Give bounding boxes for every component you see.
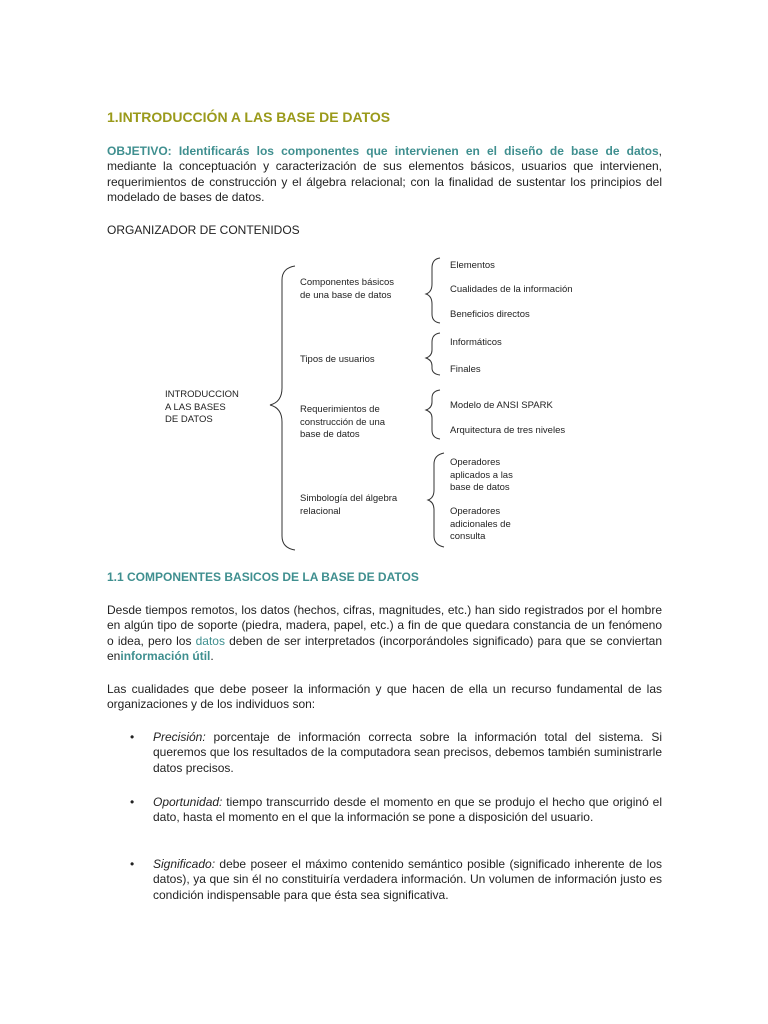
objective-highlight: Identificarás los componentes que intervienen en el diseño de base de datos: [178, 144, 659, 158]
leaf-qualities: Cualidades de la información: [450, 284, 573, 295]
root-line: DE DATOS: [165, 414, 213, 425]
leaf-final: Finales: [450, 364, 481, 375]
text-run: .: [210, 648, 214, 663]
main-brace: [270, 266, 295, 550]
list-item-text: [153, 730, 662, 776]
branch-components: [300, 277, 394, 302]
link-informacion-util[interactable]: información útil: [120, 648, 211, 663]
leaf-line: consulta: [450, 531, 486, 542]
definition: tiempo transcurrido desde el momento en que se produjo el hecho que originó el dato, hasta el momento en el que la información se pone a disposición del usuario.: [153, 795, 662, 825]
branch-line: Componentes básicos: [300, 277, 394, 288]
list-item-text: [153, 857, 662, 903]
branch-line: base de datos: [300, 429, 360, 440]
branch-requirements: [300, 404, 385, 442]
leaf-line: Operadores: [450, 457, 501, 468]
definition: porcentaje de información correcta sobre la información total del sistema. Si queremos que los resultados de la computadora sean precisos, debemos también suministrarle datos precisos.: [153, 730, 662, 775]
brace-users: [426, 333, 440, 375]
paragraph-qualities: Las cualidades que debe poseer la información y que hacen de ella un recurso fundamental de las organizaciones y de los individuos son:: [107, 682, 662, 712]
leaf-benefits: Beneficios directos: [450, 309, 530, 320]
branch-line: Simbología del álgebra: [300, 493, 398, 504]
leaf-line: aplicados a las: [450, 469, 513, 481]
term: Significado:: [153, 857, 216, 871]
leaf-line: Operadores: [450, 506, 501, 517]
branch-line: relacional: [300, 505, 341, 517]
objective-label: OBJETIVO:: [107, 144, 172, 158]
definition: debe poseer el máximo contenido semántico posible (significado inherente de los datos), ya que sin él no constituiría verdadera información. Un volumen de información justo es condición indispensable para que ésta sea significativa.: [153, 857, 662, 902]
branch-line: de una base de datos: [300, 289, 392, 301]
objective-paragraph: [107, 144, 662, 205]
page-title: 1.INTRODUCCIÓN A LAS BASE DE DATOS: [107, 109, 391, 125]
paragraph-history: [107, 603, 662, 664]
leaf-operators-applied: [450, 457, 513, 495]
bullet-icon: •: [130, 857, 135, 871]
branch-line: construcción de una: [300, 416, 386, 428]
bullet-icon: •: [130, 730, 135, 744]
objective-rest: , mediante la conceptuación y caracterización de sus elementos básicos, usuarios que intervienen, requerimientos de construcción y el álgebra relacional; con la finalidad de sustentar los principios del modelado de bases de datos.: [107, 144, 662, 204]
content-organizer-diagram: [150, 250, 600, 555]
leaf-informatic: Informáticos: [450, 337, 502, 348]
link-datos[interactable]: datos: [195, 633, 225, 648]
text-run: Desde tiempos remotos, los datos (hechos, cifras, magnitudes, etc.) han sido registrados por el hombre en algún tipo de soporte (piedra, madera, papel, etc.) a fin de que quedara constancia de un fenómeno o idea, pero los: [107, 603, 662, 648]
leaf-line: base de datos: [450, 482, 510, 493]
diagram-root: [165, 389, 239, 427]
leaf-three-levels: Arquitectura de tres niveles: [450, 425, 566, 436]
organizer-label: ORGANIZADOR DE CONTENIDOS: [107, 223, 300, 237]
term: Oportunidad:: [153, 795, 223, 809]
text-run: deben de ser interpretados (incorporándoles significado) para que se conviertan en: [107, 633, 662, 663]
branch-users: [300, 354, 375, 367]
leaf-operators-additional: [450, 506, 511, 544]
term: Precisión:: [153, 730, 206, 744]
bullet-icon: •: [130, 795, 135, 809]
root-line: A LAS BASES: [165, 401, 226, 413]
leaf-ansi-spark: Modelo de ANSI SPARK: [450, 400, 553, 411]
brace-algebra: [428, 453, 444, 547]
leaf-elements: Elementos: [450, 260, 495, 271]
branch-line: Requerimientos de: [300, 404, 380, 415]
section-title: 1.1 COMPONENTES BASICOS DE LA BASE DE DATOS: [107, 570, 419, 584]
branch-algebra: [300, 493, 397, 518]
branch-line: Tipos de usuarios: [300, 354, 375, 365]
leaf-line: adicionales de: [450, 518, 511, 530]
brace-requirements: [426, 390, 440, 439]
root-line: INTRODUCCION: [165, 389, 239, 400]
brace-components: [426, 258, 440, 323]
list-item-text: [153, 795, 662, 826]
